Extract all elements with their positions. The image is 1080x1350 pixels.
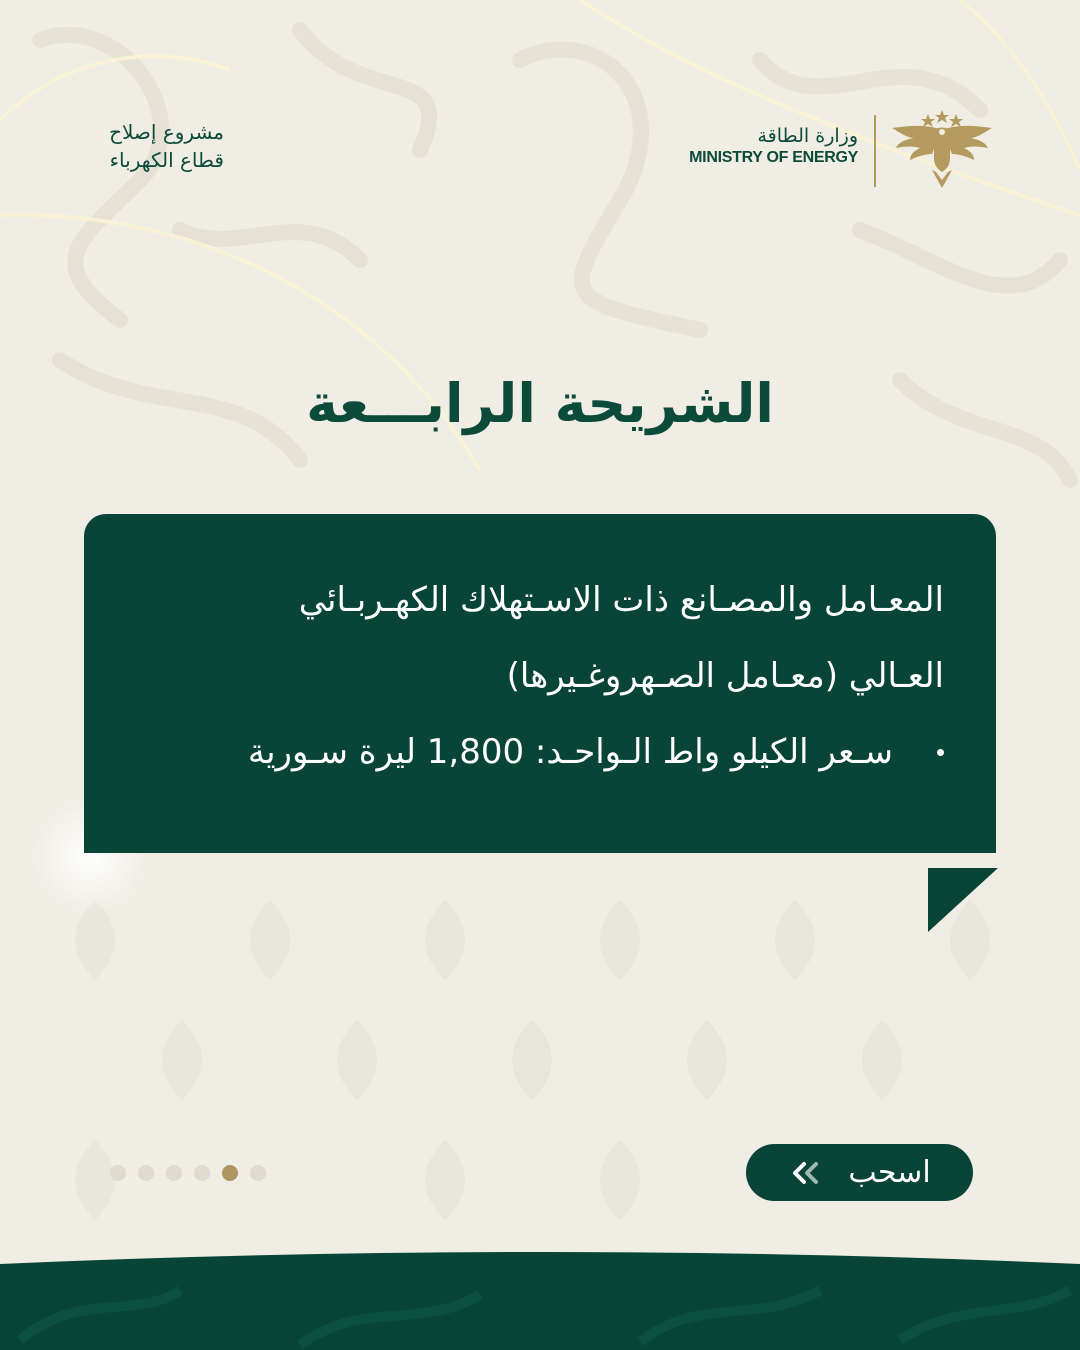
pagination-dot-active[interactable] — [222, 1165, 238, 1181]
price-text: سـعر الكيلو واط الـواحـد: 1,800 ليرة سـورية — [247, 732, 893, 772]
ministry-names — [689, 124, 858, 168]
card-line-2: العـالي (معـامل الصـهروغـيرها) — [506, 656, 944, 696]
double-chevron-left-icon — [788, 1161, 822, 1185]
pagination-dot[interactable] — [138, 1165, 154, 1181]
ministry-name-arabic: وزارة الطاقة — [757, 125, 858, 147]
pagination-dot[interactable] — [166, 1165, 182, 1181]
pagination-dot[interactable] — [110, 1165, 126, 1181]
logo-divider — [874, 115, 876, 187]
swipe-label: اسحب — [848, 1154, 931, 1190]
eagle-emblem-icon — [888, 108, 996, 190]
swipe-button[interactable] — [746, 1144, 973, 1201]
bullet-icon — [937, 749, 944, 756]
ministry-name-english: MINISTRY OF ENERGY — [689, 149, 858, 166]
pagination-dots — [110, 1165, 266, 1181]
project-name-line2: قطاع الكهرباء — [109, 148, 224, 172]
slide-title: الشريحة الرابـــعة — [306, 372, 774, 435]
project-name-line1: مشروع إصلاح — [109, 120, 224, 144]
price-item — [136, 714, 944, 790]
pagination-dot[interactable] — [250, 1165, 266, 1181]
card-speech-tail — [928, 868, 998, 932]
bottom-wave-decoration — [0, 1250, 1080, 1350]
project-name — [84, 118, 224, 174]
pagination-dot[interactable] — [194, 1165, 210, 1181]
tier-info-card — [84, 514, 996, 853]
card-line-1: المعـامل والمصـانع ذات الاسـتهلاك الكهـربـائي — [298, 580, 944, 620]
